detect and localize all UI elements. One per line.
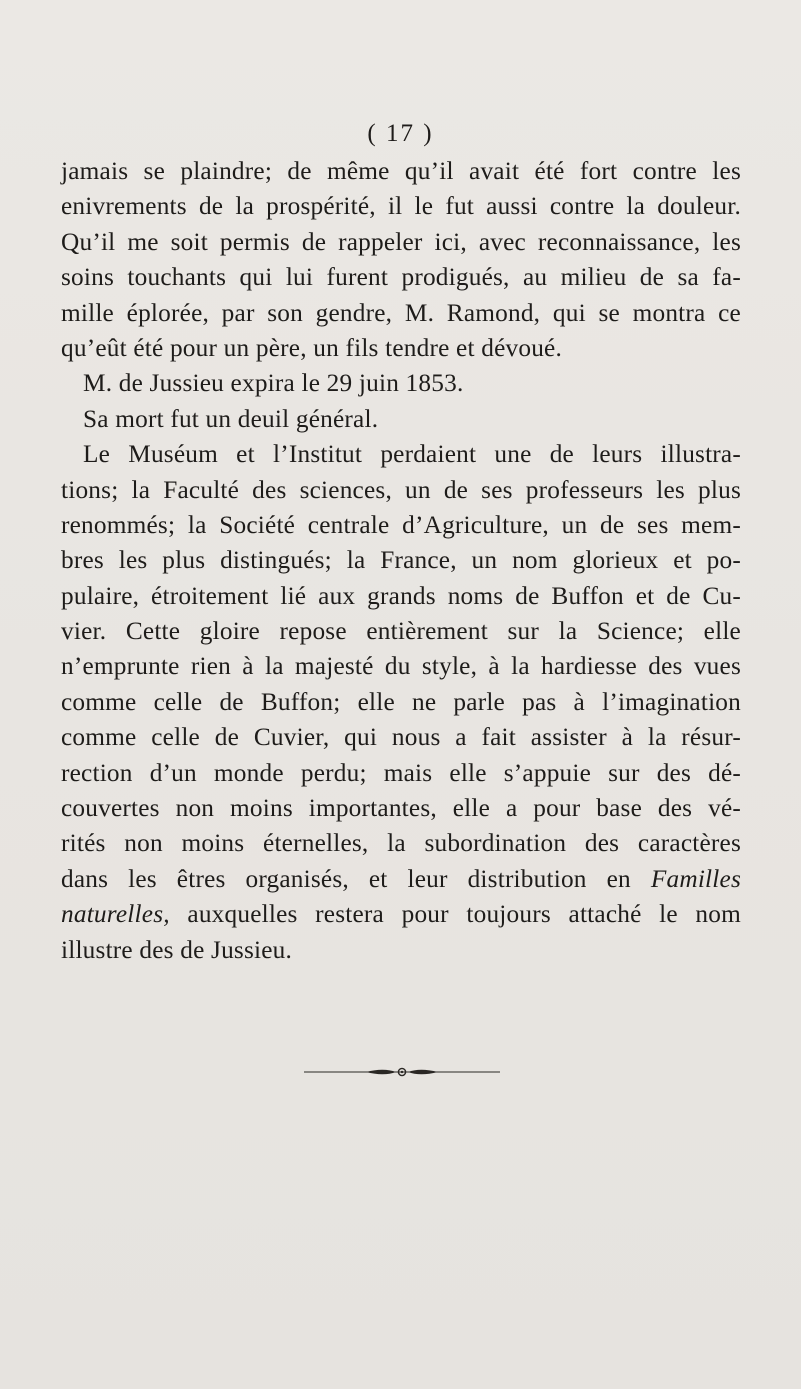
page-number: ( 17 ) <box>367 120 434 147</box>
italic-term: naturelles, <box>61 900 170 929</box>
text-line: illustre des de Jussieu. <box>61 935 293 964</box>
text-line: comme celle de Cuvier, qui nous a fait assister à la résur- <box>61 723 741 752</box>
italic-term: Familles <box>650 864 741 893</box>
text-line: n’emprunte rien à la majesté du style, à la hardiesse des vues <box>61 652 741 681</box>
text-segment: dans les êtres organisés, et leur distribution en <box>61 864 631 893</box>
text-line: rités non moins éternelles, la subordination des caractères <box>61 829 741 858</box>
text-line: soins touchants qui lui furent prodigués, au milieu de sa fa- <box>61 263 741 292</box>
text-segment: auxquelles restera pour toujours attaché le nom <box>187 900 741 929</box>
text-line: rection d’un monde perdu; mais elle s’appuie sur des dé- <box>61 758 741 787</box>
text-line: M. de Jussieu expira le 29 juin 1853. <box>83 369 464 398</box>
text-line: comme celle de Buffon; elle ne parle pas à l’imagination <box>61 687 741 716</box>
text-line: renommés; la Société centrale d’Agriculture, un de ses mem- <box>61 510 741 539</box>
text-line: vier. Cette gloire repose entièrement sur la Science; elle <box>61 617 741 646</box>
body-text <box>61 154 741 968</box>
typographic-rule-ornament-icon <box>304 1066 500 1078</box>
text-line: Le Muséum et l’Institut perdaient une de leurs illustra- <box>83 440 741 469</box>
text-line: Qu’il me soit permis de rappeler ici, avec reconnaissance, les <box>61 227 741 256</box>
text-line-with-italic <box>61 897 741 932</box>
text-line: couvertes non moins importantes, elle a pour base des vé- <box>61 794 741 823</box>
text-line: Sa mort fut un deuil général. <box>83 404 379 433</box>
text-line-with-italic <box>61 862 741 897</box>
text-line: enivrements de la prospérité, il le fut aussi contre la douleur. <box>61 192 741 221</box>
text-line: pulaire, étroitement lié aux grands noms de Buffon et de Cu- <box>61 581 741 610</box>
text-line: tions; la Faculté des sciences, un de ses professeurs les plus <box>61 475 741 504</box>
text-line: jamais se plaindre; de même qu’il avait été fort contre les <box>61 157 741 185</box>
text-line: qu’eût été pour un père, un fils tendre et dévoué. <box>61 333 563 362</box>
text-line: bres les plus distingués; la France, un nom glorieux et po- <box>61 546 741 575</box>
text-line: mille éplorée, par son gendre, M. Ramond, qui se montra ce <box>61 298 741 327</box>
